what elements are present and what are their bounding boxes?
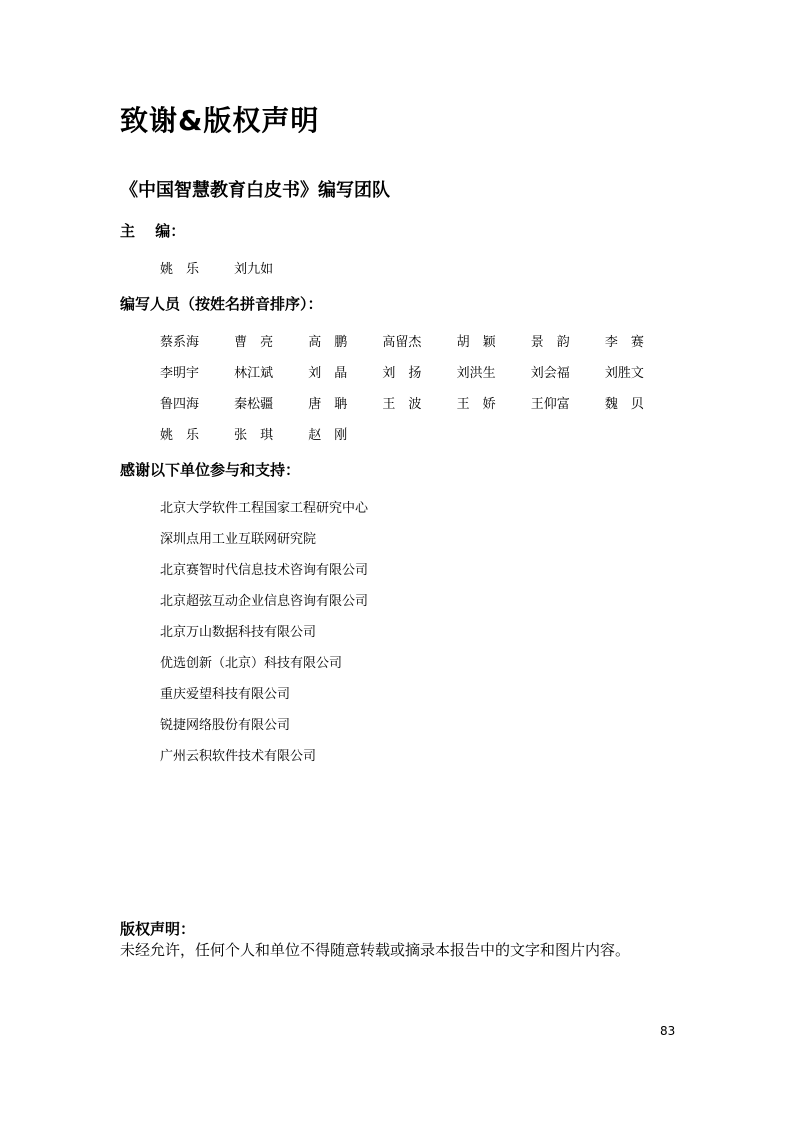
- editor-list: [160, 258, 304, 277]
- writer-name: 曹 亮: [234, 335, 274, 350]
- writers-row: [160, 362, 675, 393]
- thanks-label: 感谢以下单位参与和支持：: [120, 461, 301, 479]
- writer-name: 姚 乐: [160, 428, 200, 443]
- writers-label: 编写人员（按姓名拼音排序）：: [120, 295, 323, 313]
- page-number: 83: [660, 1024, 676, 1038]
- writer-name: 刘 晶: [308, 366, 348, 381]
- writer-name: 王仰富: [530, 397, 570, 412]
- org-item: 锐捷网络股份有限公司: [160, 718, 291, 733]
- writer-name: 高留杰: [382, 335, 422, 350]
- writer-name: 李 赛: [604, 335, 644, 350]
- writer-name: 刘胜文: [604, 366, 644, 381]
- org-item: 北京万山数据科技有限公司: [160, 625, 317, 640]
- writer-name: 王 娇: [456, 397, 496, 412]
- writers-grid: [160, 331, 675, 455]
- writer-name: 王 波: [382, 397, 422, 412]
- writer-name: 张 琪: [234, 428, 274, 443]
- org-item: 北京超弦互动企业信息咨询有限公司: [160, 594, 369, 609]
- writer-name: 鲁四海: [160, 397, 200, 412]
- writer-name: 景 韵: [530, 335, 570, 350]
- writer-name: 刘 扬: [382, 366, 422, 381]
- writer-name: 赵 刚: [308, 428, 348, 443]
- writers-row: [160, 424, 675, 455]
- writer-name: 林江斌: [234, 366, 274, 381]
- org-item: 北京大学软件工程国家工程研究中心: [160, 501, 369, 516]
- writers-row: [160, 393, 675, 424]
- editor-name: 姚 乐: [160, 262, 200, 277]
- org-list: [160, 497, 368, 776]
- copyright-text: 未经允许，任何个人和单位不得随意转载或摘录本报告中的文字和图片内容。: [120, 941, 631, 959]
- writer-name: 刘会福: [530, 366, 570, 381]
- org-item: 北京赛智时代信息技术咨询有限公司: [160, 563, 369, 578]
- writer-name: 李明宇: [160, 366, 200, 381]
- editor-name: 刘九如: [234, 262, 274, 277]
- team-heading: 《中国智慧教育白皮书》编写团队: [120, 180, 390, 201]
- writer-name: 刘洪生: [456, 366, 496, 381]
- org-item: 广州云积软件技术有限公司: [160, 749, 317, 764]
- page-title: 致谢&版权声明: [120, 104, 320, 137]
- writer-name: 唐 聃: [308, 397, 348, 412]
- editor-label: 主 编：: [120, 222, 186, 240]
- writers-row: [160, 331, 675, 362]
- org-item: 深圳点用工业互联网研究院: [160, 532, 317, 547]
- org-item: 优选创新（北京）科技有限公司: [160, 656, 343, 671]
- copyright-heading: 版权声明：: [120, 920, 196, 938]
- writer-name: 魏 贝: [604, 397, 644, 412]
- writer-name: 秦松疆: [234, 397, 274, 412]
- writer-name: 高 鹏: [308, 335, 348, 350]
- org-item: 重庆爱望科技有限公司: [160, 687, 291, 702]
- writer-name: 胡 颖: [456, 335, 496, 350]
- writer-name: 蔡系海: [160, 335, 200, 350]
